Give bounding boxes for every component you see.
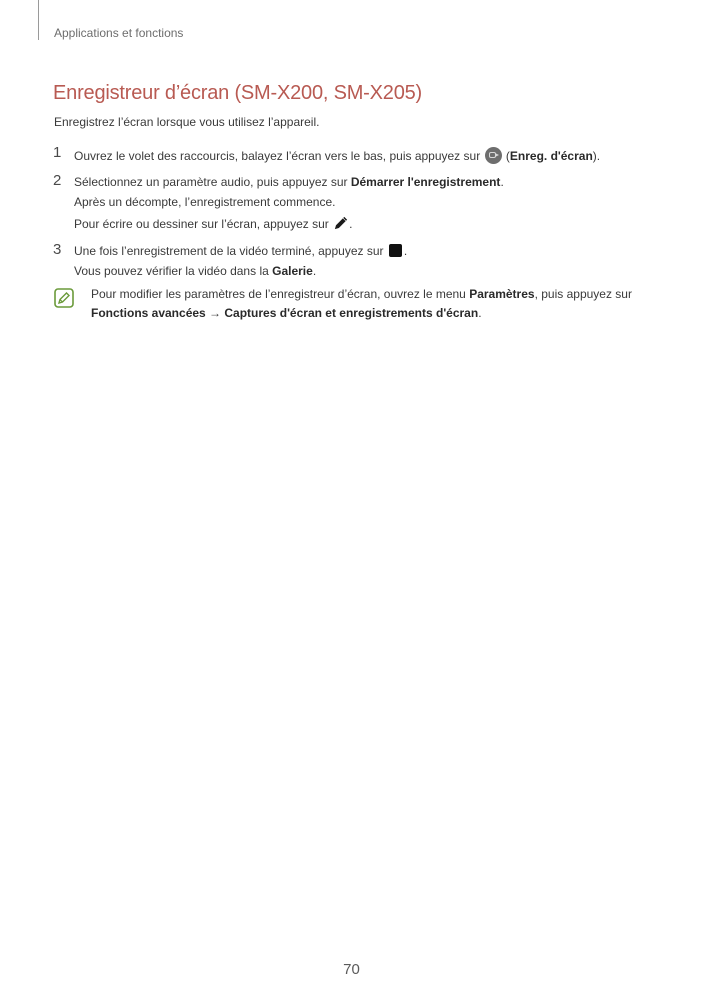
note-icon xyxy=(54,288,74,308)
step-number-1: 1 xyxy=(53,144,62,161)
step-2-text-before: Sélectionnez un paramètre audio, puis appuyez sur xyxy=(74,175,351,189)
step-3-line-2-before: Vous pouvez vérifier la vidéo dans la xyxy=(74,264,273,278)
step-3-line-2-bold: Galerie xyxy=(272,264,313,278)
step-1-close: ). xyxy=(592,149,601,163)
note-line-1-before: Pour modifier les paramètres de l’enregistreur d’écran, ouvrez le menu xyxy=(91,287,470,301)
breadcrumb: Applications et fonctions xyxy=(54,26,184,40)
step-1-text-before: Ouvrez le volet des raccourcis, balayez l’écran vers le bas, puis appuyez sur xyxy=(74,149,481,163)
note-line-2-after: . xyxy=(478,306,482,320)
step-number-3: 3 xyxy=(53,241,62,258)
intro-text: Enregistrez l’écran lorsque vous utilisez l’appareil. xyxy=(54,115,320,129)
note-line-1-after: , puis appuyez sur xyxy=(534,287,632,301)
screen-record-icon xyxy=(485,147,502,164)
page-number: 70 xyxy=(343,961,360,978)
step-number-2: 2 xyxy=(53,172,62,189)
step-3-text-before: Une fois l’enregistrement de la vidéo terminé, appuyez sur xyxy=(74,244,387,258)
step-2-line-3-before: Pour écrire ou dessiner sur l’écran, appuyez sur xyxy=(74,217,333,231)
step-2-line-3-after: . xyxy=(349,217,353,231)
step-2-text xyxy=(74,175,504,189)
step-2-line-3 xyxy=(74,216,352,231)
note-line-1-bold: Paramètres xyxy=(469,287,535,301)
margin-rule xyxy=(38,0,39,40)
step-3-line-2-after: . xyxy=(312,264,317,278)
step-2-bold: Démarrer l'enregistrement xyxy=(350,175,501,189)
pen-icon xyxy=(333,216,348,231)
note-line-2-bold-1: Fonctions avancées xyxy=(91,306,206,320)
step-3-text xyxy=(74,244,407,258)
step-1-text xyxy=(74,147,600,164)
note-arrow: → xyxy=(205,306,225,320)
step-1-bold: Enreg. d'écran xyxy=(509,149,593,163)
step-2-close: . xyxy=(500,175,504,189)
stop-icon xyxy=(389,244,402,257)
step-3-line-2 xyxy=(74,264,316,278)
step-1-open-paren: ( xyxy=(502,149,510,163)
page-title: Enregistreur d’écran (SM-X200, SM-X205) xyxy=(53,82,423,104)
note-line-2 xyxy=(91,306,482,320)
note-line-1 xyxy=(91,287,632,301)
note-line-2-bold-2: Captures d'écran et enregistrements d'écran xyxy=(224,306,479,320)
step-3-text-after: . xyxy=(403,244,408,258)
step-2-line-2: Après un décompte, l’enregistrement commence. xyxy=(74,195,336,209)
